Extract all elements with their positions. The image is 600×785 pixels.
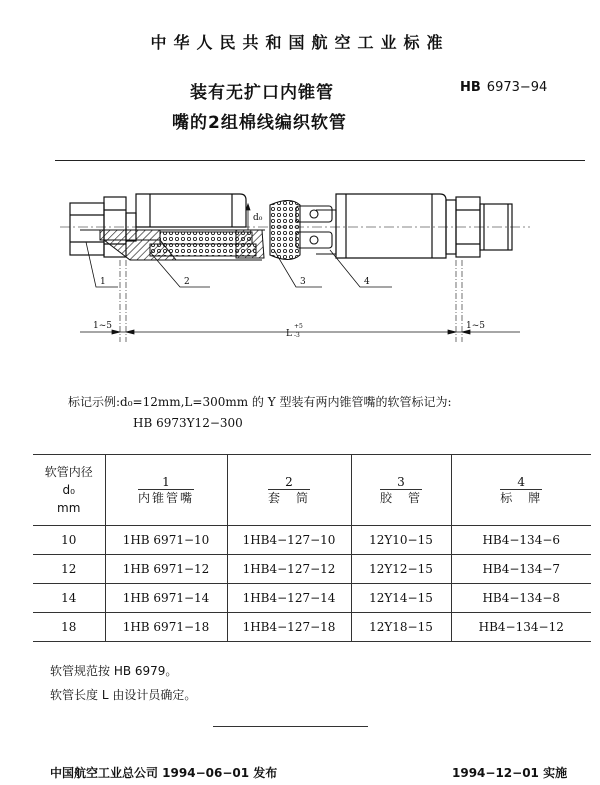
title-line-1: 装有无扩口内锥管 [190, 83, 334, 103]
cell-sleeve: 1HB4−127−18 [227, 613, 351, 642]
header-hose-diameter: 软管内径 d₀ mm [33, 455, 105, 526]
cell-hose: 12Y12−15 [351, 555, 451, 584]
callout-2: 2 [184, 277, 190, 287]
right-sleeve [336, 194, 446, 258]
cell-nipple: 1HB 6971−14 [105, 584, 227, 613]
effective-date: 1994−12−01 实施 [452, 766, 568, 780]
cell-sleeve: 1HB4−127−10 [227, 526, 351, 555]
cell-nipple: 1HB 6971−12 [105, 555, 227, 584]
cell-nipple: 1HB 6971−18 [105, 613, 227, 642]
cell-diameter: 14 [33, 584, 105, 613]
cell-sleeve: 1HB4−127−14 [227, 584, 351, 613]
table-row [33, 584, 591, 613]
table-header-row [33, 455, 591, 526]
header-tag: 4 标 牌 [451, 455, 591, 526]
cell-diameter: 18 [33, 613, 105, 642]
dim-center-tolerance: +5 -3 [294, 323, 303, 339]
marking-example-code: HB 6973Y12−300 [133, 416, 243, 430]
cell-hose: 12Y18−15 [351, 613, 451, 642]
cell-diameter: 10 [33, 526, 105, 555]
title-line-2: 嘴的2组棉线编织软管 [172, 113, 347, 133]
cell-hose: 12Y10−15 [351, 526, 451, 555]
callout-4: 4 [364, 277, 370, 287]
end-divider [213, 726, 368, 727]
dim-right-label: 1~5 [466, 321, 485, 331]
cell-tag: HB4−134−8 [451, 584, 591, 613]
note-hose-length: 软管长度 L 由设计员确定。 [50, 688, 197, 702]
marking-example-text: 标记示例:d₀=12mm,L=300mm 的 Y 型装有两内锥管嘴的软管标记为: [68, 395, 452, 409]
standard-prefix: HB [460, 80, 481, 95]
cell-diameter: 12 [33, 555, 105, 584]
issue-statement: 中国航空工业总公司 1994−06−01 发布 [50, 766, 278, 780]
cell-nipple: 1HB 6971−10 [105, 526, 227, 555]
hose-cross-section [270, 201, 336, 260]
table-row [33, 555, 591, 584]
d0-label: d₀ [253, 213, 263, 223]
cell-tag: HB4−134−12 [451, 613, 591, 642]
cell-tag: HB4−134−7 [451, 555, 591, 584]
dim-center-label: L [286, 329, 292, 339]
table-row [33, 526, 591, 555]
cell-sleeve: 1HB4−127−12 [227, 555, 351, 584]
callout-1: 1 [100, 277, 106, 287]
header-rubber-hose: 3 胶 管 [351, 455, 451, 526]
length-dimension-line [80, 330, 520, 334]
cell-hose: 12Y14−15 [351, 584, 451, 613]
standard-code: 6973−94 [486, 80, 548, 95]
hose-assembly-drawing [0, 170, 600, 355]
header-divider [55, 160, 585, 161]
left-sleeve [136, 194, 246, 227]
callout-3: 3 [300, 277, 306, 287]
header-sleeve: 2 套 筒 [227, 455, 351, 526]
parts-table [33, 454, 591, 642]
note-hose-spec: 软管规范按 HB 6979。 [50, 664, 178, 678]
header-cone-nipple: 1 内锥管嘴 [105, 455, 227, 526]
left-section [80, 230, 265, 260]
table-row [33, 613, 591, 642]
dim-left-label: 1~5 [93, 321, 112, 331]
cell-tag: HB4−134−6 [451, 526, 591, 555]
standard-number [460, 80, 547, 95]
standard-body-header: 中华人民共和国航空工业标准 [150, 33, 450, 52]
